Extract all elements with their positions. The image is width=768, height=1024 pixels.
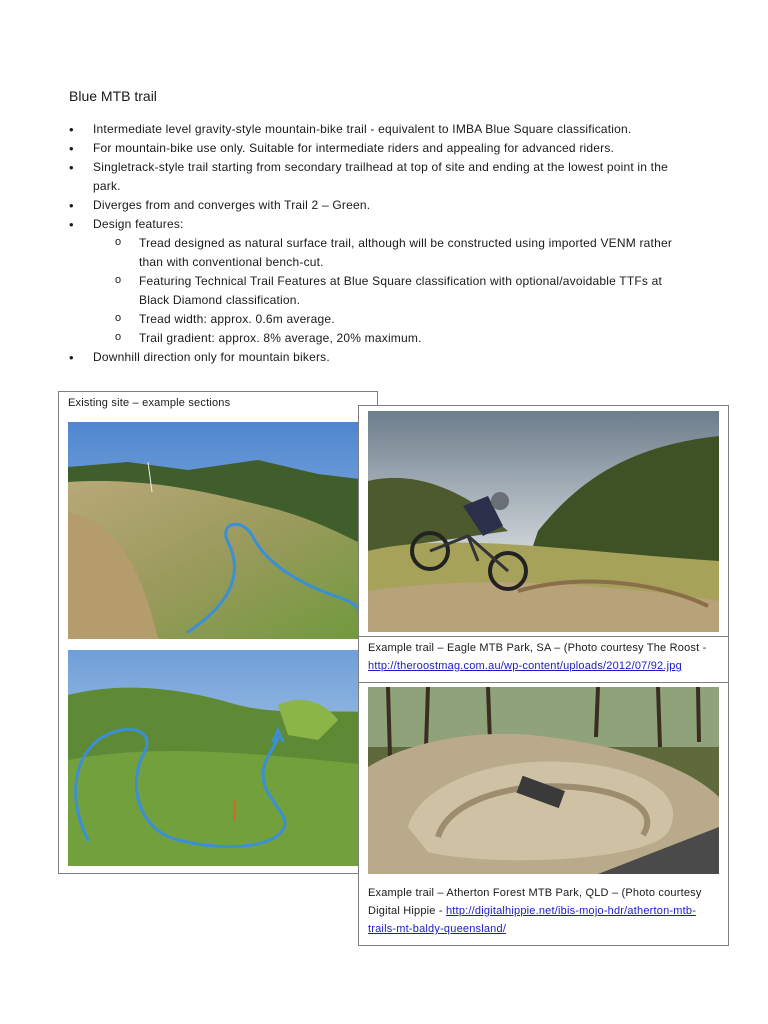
section-title: Blue MTB trail — [69, 88, 157, 104]
eagle-mtb-park-caption — [368, 639, 723, 675]
bullet-item: • For mountain-bike use only. Suitable for intermediate riders and appealing for advanced riders. — [69, 139, 689, 158]
bullet-item: • Diverges from and converges with Trail 2 – Green. — [69, 196, 689, 215]
bullet-item-design-features — [69, 215, 689, 348]
sub-bullet-item: o Tread designed as natural surface trail, although will be constructed using imported VENM rather than with conventional bench-cut. — [115, 234, 689, 272]
table-divider — [359, 636, 728, 637]
bullet-item: • Downhill direction only for mountain bikers. — [69, 348, 689, 367]
bullet-text: Design features: — [93, 217, 184, 231]
atherton-forest-photo — [368, 687, 719, 874]
existing-site-photo-1 — [68, 422, 368, 639]
design-features-sublist — [93, 234, 689, 348]
eagle-photo-link[interactable]: http://theroostmag.com.au/wp-content/uploads/2012/07/92.jpg — [368, 660, 682, 672]
sub-bullet-item: o Trail gradient: approx. 8% average, 20% maximum. — [115, 329, 689, 348]
sub-bullet-item: o Tread width: approx. 0.6m average. — [115, 310, 689, 329]
eagle-caption-text: Example trail – Eagle MTB Park, SA – (Photo courtesy The Roost - — [368, 642, 707, 654]
bullet-item: • Intermediate level gravity-style mountain-bike trail - equivalent to IMBA Blue Square classification. — [69, 120, 689, 139]
trail-description-list — [69, 120, 689, 367]
example-trails-table — [358, 405, 729, 946]
sub-bullet-item: o Featuring Technical Trail Features at Blue Square classification with optional/avoidable TTFs at Black Diamond classification. — [115, 272, 689, 310]
atherton-forest-caption — [368, 884, 723, 938]
eagle-mtb-park-photo — [368, 411, 719, 632]
existing-site-caption: Existing site – example sections — [68, 397, 231, 409]
existing-site-photo-2 — [68, 650, 368, 866]
atherton-photo-link[interactable]: http://digitalhippie.net/ibis-mojo-hdr/atherton-mtb-trails-mt-baldy-queensland/ — [368, 905, 697, 935]
bullet-item: • Singletrack-style trail starting from secondary trailhead at top of site and ending at the lowest point in the park. — [69, 158, 689, 196]
existing-site-table — [58, 391, 378, 874]
atherton-caption-text: Example trail – Atherton Forest MTB Park, QLD – (Photo courtesy Digital Hippie - — [368, 887, 702, 917]
table-divider — [359, 682, 728, 683]
